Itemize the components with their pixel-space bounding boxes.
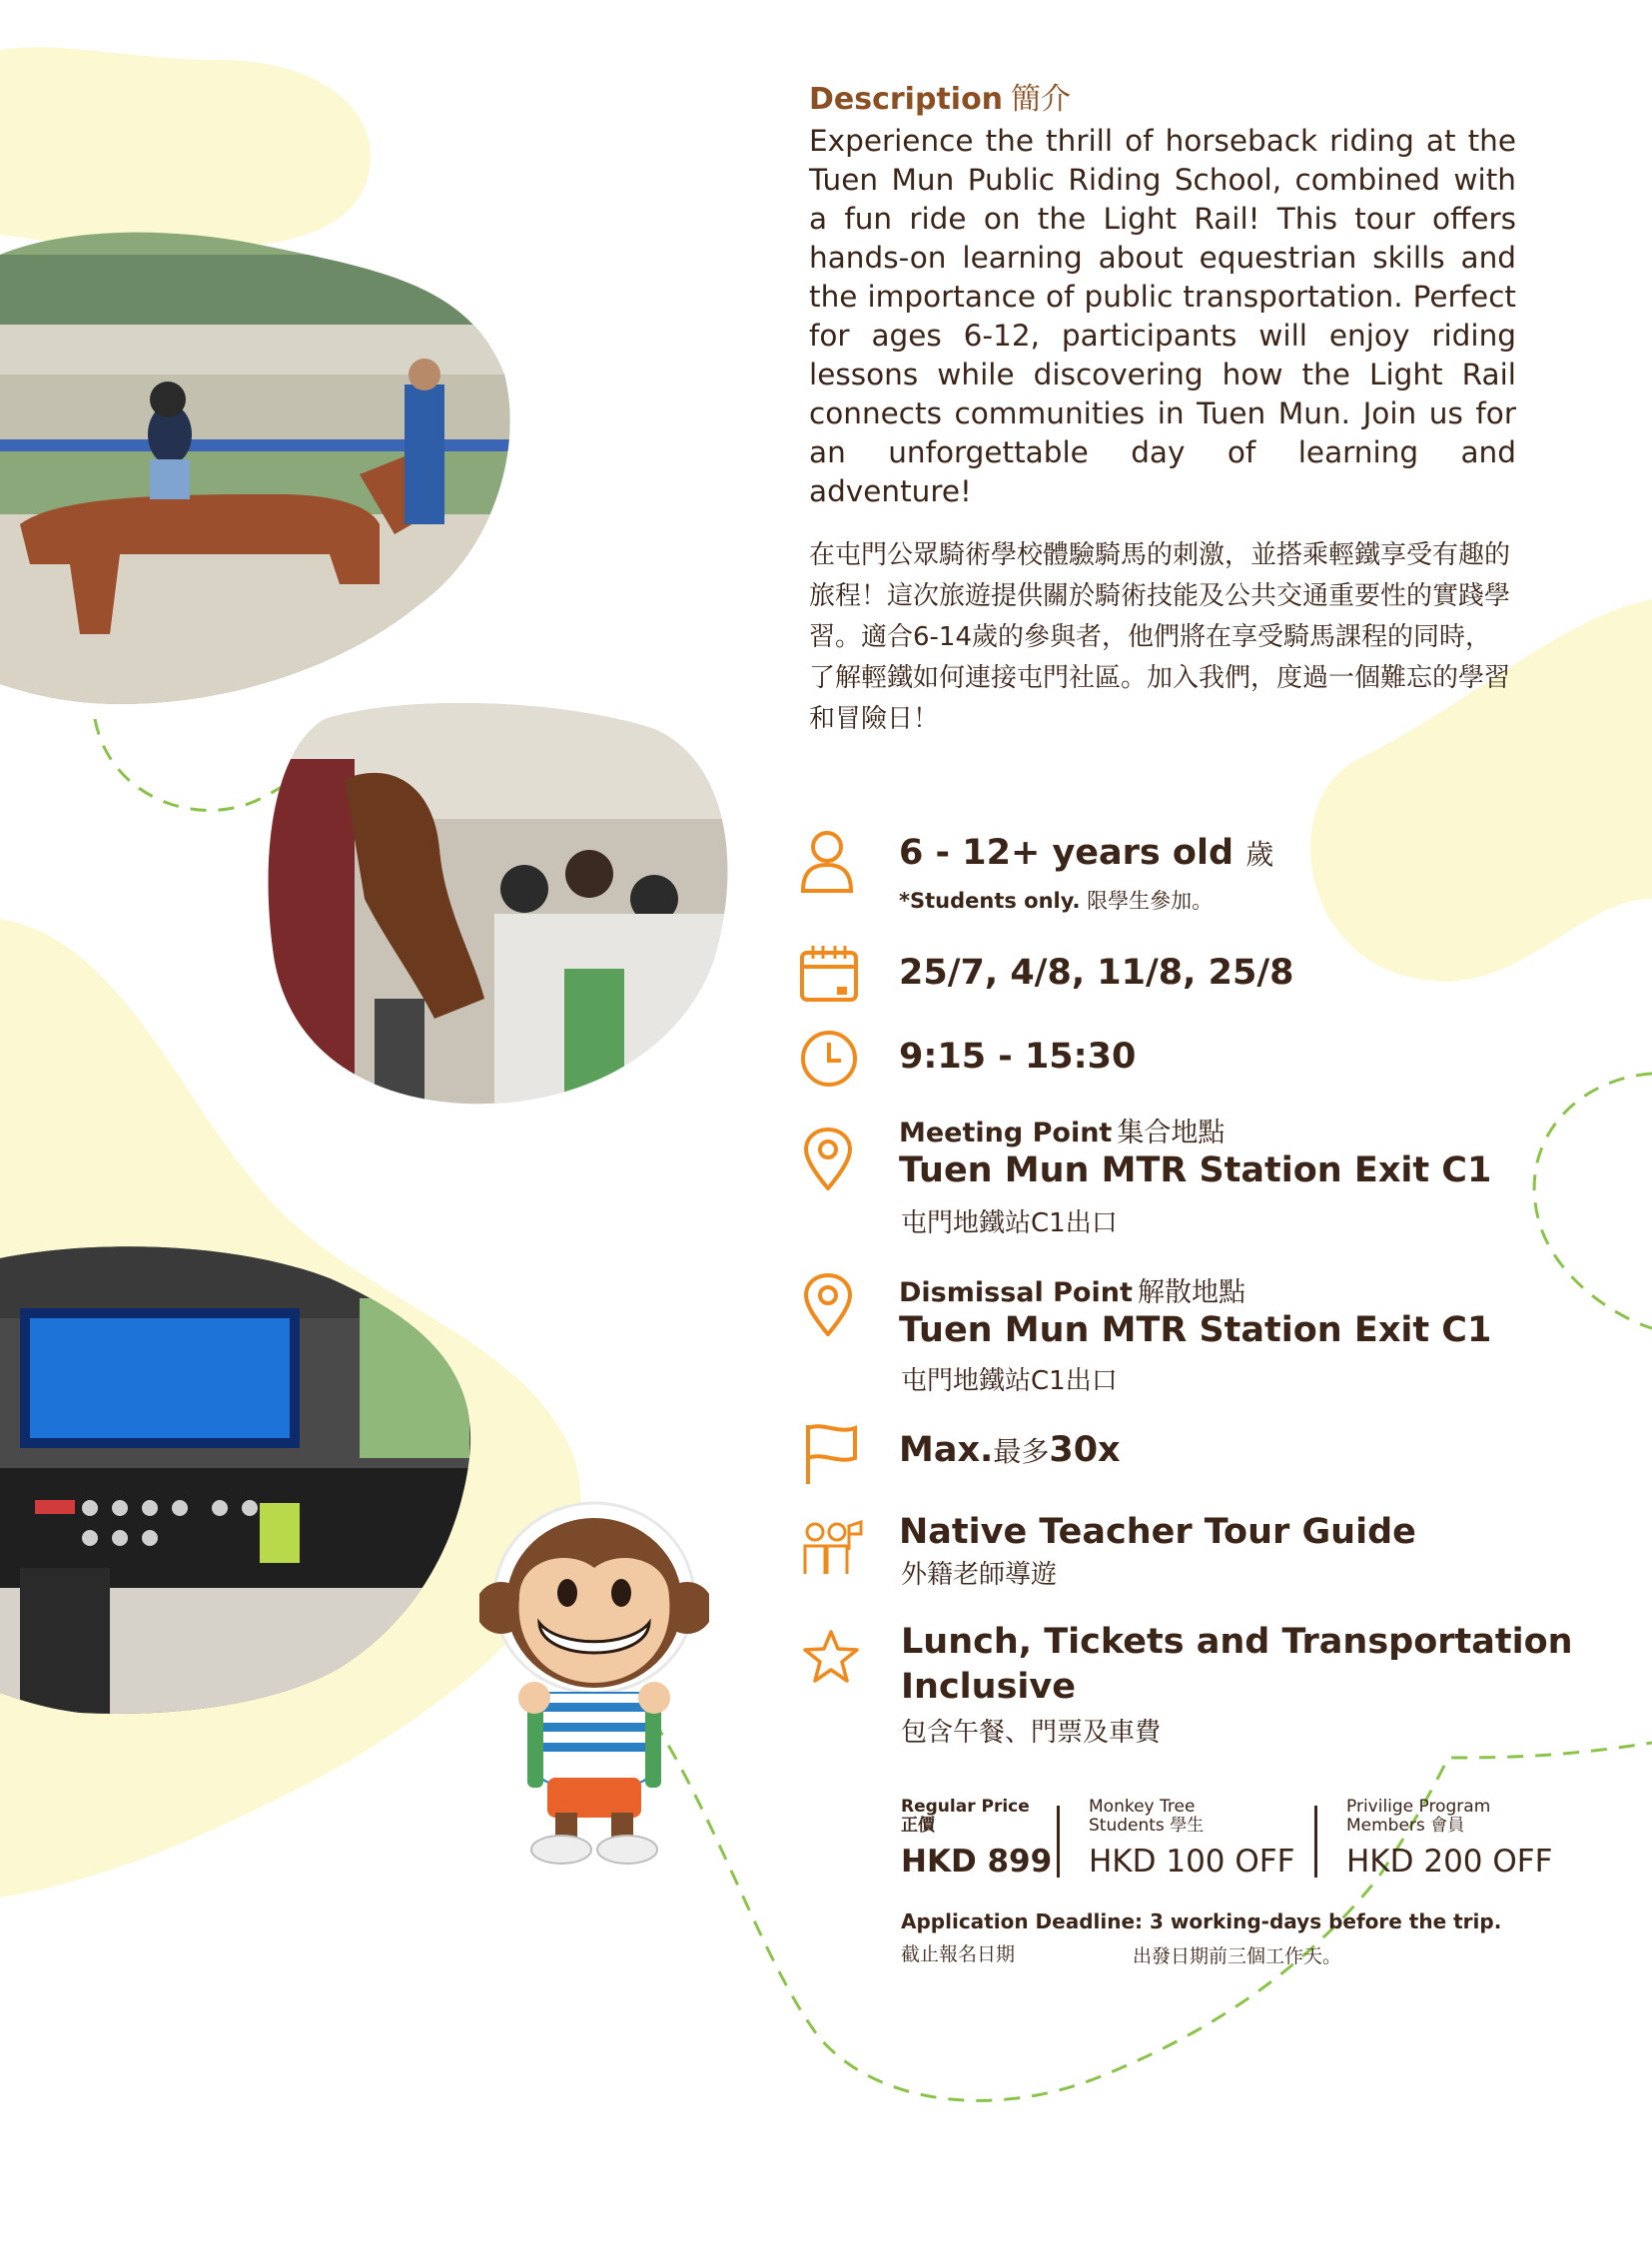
price-regular-value: HKD 899 <box>901 1844 1053 1880</box>
max-capacity <box>899 1430 1121 1470</box>
person-icon <box>799 829 855 893</box>
photo-horse-riding <box>0 225 519 709</box>
description-heading-en: Description <box>809 82 1004 117</box>
description-body-zh: 在屯門公眾騎術學校體驗騎馬的刺激，並搭乘輕鐵享受有趣的旅程！這次旅遊提供關於騎術技能及公共交通重要性的實踐學習。適合6-14歲的參與者，他們將在享受騎馬課程的同時，了解輕鐵如何連接屯門社區。加入我們，度過一個難忘的學習和冒險日！ <box>809 540 1511 734</box>
age-note <box>899 885 1213 915</box>
price-students-value: HKD 100 OFF <box>1089 1844 1295 1880</box>
inclusive-line-1: Lunch, Tickets and Transportation <box>901 1622 1573 1662</box>
dismissal-point-place: Tuen Mun MTR Station Exit C1 <box>899 1310 1492 1350</box>
price-divider <box>1314 1806 1317 1878</box>
photo-light-rail-cab <box>0 1238 479 1718</box>
deadline-colon: : <box>1135 1909 1144 1933</box>
meeting-point-label-zh: 集合地點 <box>1117 1118 1226 1148</box>
price-members <box>1346 1798 1552 1880</box>
price-students-label-zh: 學生 <box>1170 1816 1205 1836</box>
tour-guide-zh: 外籍老師導遊 <box>901 1560 1058 1590</box>
star-icon <box>801 1628 861 1686</box>
price-regular-label-zh: 正價 <box>901 1816 935 1836</box>
tour-guide: Native Teacher Tour Guide <box>899 1512 1416 1552</box>
tour-time: 9:15 - 15:30 <box>899 1037 1137 1077</box>
price-divider <box>1057 1806 1060 1878</box>
monkey-mascot <box>479 1498 709 1878</box>
description-heading-zh: 簡介 <box>1011 82 1072 117</box>
dismissal-point-label-en: Dismissal Point <box>899 1277 1133 1308</box>
meeting-point-place: Tuen Mun MTR Station Exit C1 <box>899 1150 1492 1190</box>
price-students-label-en: Monkey Tree <box>1089 1797 1196 1817</box>
age-note-en: *Students only. <box>899 889 1081 913</box>
dashed-path-right <box>1534 1074 1652 1328</box>
dismissal-point-place-zh: 屯門地鐵站C1出口 <box>901 1366 1118 1396</box>
flag-icon <box>803 1422 859 1486</box>
location-pin-icon <box>803 1272 853 1336</box>
age-note-zh: 限學生參加。 <box>1087 889 1214 913</box>
yellow-blob-top-left <box>0 47 371 250</box>
inclusive-zh: 包含午餐、門票及車費 <box>901 1718 1162 1748</box>
people-icon <box>799 1520 865 1576</box>
dismissal-point-label <box>899 1270 1245 1309</box>
dismissal-point-label-zh: 解散地點 <box>1137 1277 1245 1308</box>
dashed-path-bottom <box>639 1698 1652 2100</box>
description-body-en: Experience the thrill of horseback riding at the Tuen Mun Public Riding School, combined with a fun ride on the Light Rail! This tour offers hands-on learning about equestrian skills and the importance of public transportation. Perfect for ages 6-12, participants will enjoy riding lessons while discovering how the Light Rail connects communities in Tuen Mun. Join us for an unforgettable day of learning and adventure! <box>809 124 1516 508</box>
deadline-label-zh: 截止報名日期 <box>901 1943 1016 1965</box>
age-range-text: 6 - 12+ years old <box>899 833 1235 873</box>
max-capacity-zh: 最多 <box>993 1435 1050 1468</box>
deadline-value-zh: 出發日期前三個工作天。 <box>1133 1945 1342 1967</box>
inclusive-line-2: Inclusive <box>901 1667 1076 1707</box>
deadline-label <box>901 1909 1501 1933</box>
meeting-point-label <box>899 1111 1225 1149</box>
price-students <box>1089 1798 1294 1880</box>
max-capacity-value: 30x <box>1049 1430 1121 1470</box>
price-members-label-en: Privilige Program <box>1346 1797 1491 1817</box>
price-members-label-en2: Members <box>1346 1816 1425 1836</box>
description-heading <box>809 74 1071 118</box>
price-members-value: HKD 200 OFF <box>1346 1844 1553 1880</box>
meeting-point-label-en: Meeting Point <box>899 1118 1113 1148</box>
age-range <box>899 833 1273 873</box>
calendar-icon <box>799 943 859 1003</box>
price-regular-label-en: Regular Price <box>901 1797 1030 1817</box>
deadline-value-en: 3 working-days before the trip. <box>1150 1909 1502 1933</box>
price-regular <box>901 1798 1052 1880</box>
photo-horse-students <box>265 699 734 1109</box>
clock-icon <box>799 1029 859 1089</box>
max-capacity-prefix: Max. <box>899 1430 994 1470</box>
deadline-label-en: Application Deadline <box>901 1909 1136 1933</box>
location-pin-icon <box>803 1127 853 1190</box>
tour-dates: 25/7, 4/8, 11/8, 25/8 <box>899 953 1294 993</box>
price-students-label-en2: Students <box>1089 1816 1165 1836</box>
meeting-point-place-zh: 屯門地鐵站C1出口 <box>901 1208 1118 1238</box>
age-unit-zh: 歲 <box>1245 838 1274 871</box>
price-members-label-zh: 會員 <box>1430 1816 1465 1836</box>
